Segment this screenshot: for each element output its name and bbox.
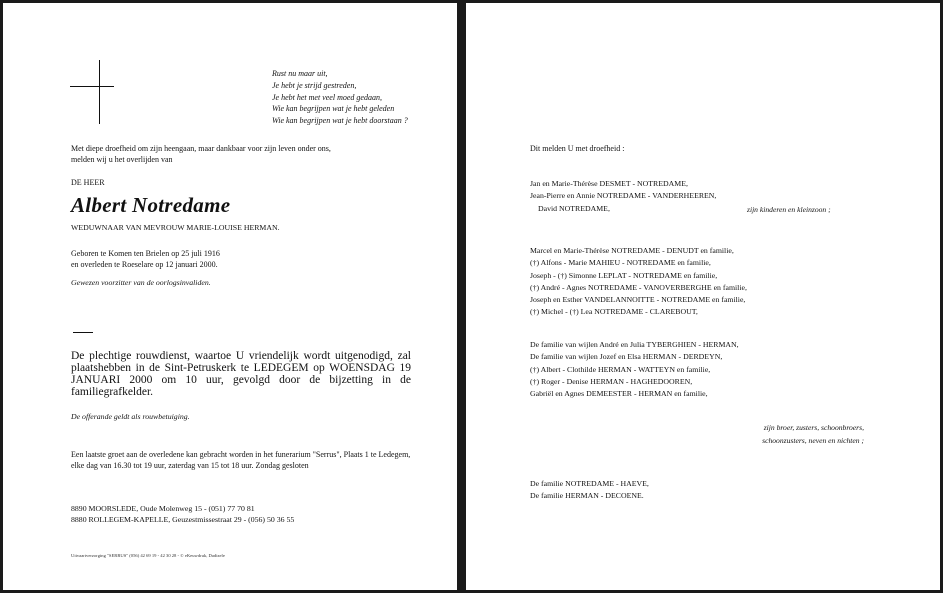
right-page bbox=[466, 3, 940, 590]
poem-line: Wie kan begrijpen wat je hebt doorstaan ? bbox=[272, 116, 408, 126]
family-line: (†) Roger - Denise HERMAN - HAGHEDOOREN, bbox=[530, 376, 693, 386]
family-line: (†) Michel - (†) Lea NOTREDAME - CLAREBOUT, bbox=[530, 307, 698, 317]
family-line: De familie van wijlen Jozef en Elsa HERMAN - DERDEYN, bbox=[530, 352, 723, 362]
poem-line: Je hebt het met veel moed gedaan, bbox=[272, 92, 382, 102]
born-line: Geboren te Komen ten Brielen op 25 juli 1916 bbox=[71, 249, 220, 258]
left-page bbox=[3, 3, 457, 590]
family-line: De familie van wijlen André en Julia TYBERGHIEN - HERMAN, bbox=[530, 340, 739, 349]
other-families-group bbox=[530, 478, 649, 503]
children-note: zijn kinderen en kleinzoon ; bbox=[747, 205, 831, 214]
family-line: Joseph - (†) Simonne LEPLAT - NOTREDAME en familie, bbox=[530, 270, 718, 280]
address-line: 8880 ROLLEGEM-KAPELLE, Geuzestmissestraat 29 - (056) 50 36 55 bbox=[71, 515, 295, 524]
funerarium-text: Een laatste groet aan de overledene kan gebracht worden in het funerarium "Serrus", Plaats 1 te Ledegem, elke dag van 16.30 tot 19 uur, zaterdag van 15 tot 18 uur. Zondag gesloten bbox=[71, 450, 411, 470]
family-intro: Dit melden U met droefheid : bbox=[530, 144, 625, 153]
family-line: De familie HERMAN - DECOENE. bbox=[530, 491, 644, 501]
family-line: Jean-Pierre en Annie NOTREDAME - VANDERHEEREN, bbox=[530, 191, 717, 201]
family-line: Joseph en Esther VANDELANNOITTE - NOTREDAME en familie, bbox=[530, 295, 746, 305]
cross-icon bbox=[99, 60, 100, 124]
intro-line: Met diepe droefheid om zijn heengaan, maar dankbaar voor zijn leven onder ons, bbox=[71, 144, 331, 153]
siblings-note: zijn broer, zusters, schoonbroers, bbox=[763, 423, 864, 432]
family-line: Marcel en Marie-Thérèse NOTREDAME - DENUDT en familie, bbox=[530, 246, 734, 255]
title-label: DE HEER bbox=[71, 178, 105, 187]
addresses bbox=[71, 503, 294, 525]
family-line: Jan en Marie-Thérèse DESMET - NOTREDAME, bbox=[530, 179, 688, 188]
siblings-note: schoonzusters, neven en nichten ; bbox=[762, 436, 864, 445]
children-group bbox=[530, 178, 716, 215]
offering-note: De offerande geldt als rouwbetuiging. bbox=[71, 412, 190, 421]
divider bbox=[73, 332, 93, 333]
deceased-name: Albert Notredame bbox=[71, 193, 231, 217]
poem bbox=[272, 68, 408, 127]
poem-line: Rust nu maar uit, bbox=[272, 69, 328, 78]
printer-credit: Uitvaartverzorging "SERRUS" (056) 42 69 19 - 42 30 28 - © eKeuwdruk, Dadizele bbox=[71, 553, 225, 558]
died-line: en overleden te Roeselare op 12 januari 2000. bbox=[71, 260, 218, 269]
announcement-intro bbox=[71, 143, 331, 165]
family-line: (†) Albert - Clothilde HERMAN - WATTEYN en familie, bbox=[530, 364, 711, 374]
family-line: De familie NOTREDAME - HAEVE, bbox=[530, 479, 649, 488]
poem-line: Wie kan begrijpen wat je hebt geleden bbox=[272, 104, 395, 114]
intro-line: melden wij u het overlijden van bbox=[71, 155, 173, 164]
birth-death-info bbox=[71, 248, 220, 270]
cross-icon-bar bbox=[70, 86, 114, 87]
spouse-line: WEDUWNAAR VAN MEVROUW MARIE-LOUISE HERMAN. bbox=[71, 223, 280, 232]
siblings-notredame-group bbox=[530, 245, 747, 319]
poem-line: Je hebt je strijd gestreden, bbox=[272, 80, 357, 90]
family-line: (†) Alfons - Marie MAHIEU - NOTREDAME en familie, bbox=[530, 258, 711, 268]
family-line: David NOTREDAME, bbox=[538, 203, 610, 213]
herman-family-group bbox=[530, 339, 739, 400]
role-line: Gewezen voorzitter van de oorlogsinvaliden. bbox=[71, 278, 211, 287]
family-line: (†) André - Agnes NOTREDAME - VANOVERBERGHE en familie, bbox=[530, 282, 747, 292]
address-line: 8890 MOORSLEDE, Oude Molenweg 15 - (051) 77 70 81 bbox=[71, 504, 255, 513]
funeral-service-text: De plechtige rouwdienst, waartoe U vriendelijk wordt uitgenodigd, zal plaatshebben in de Sint-Petruskerk te LEDEGEM op WOENSDAG 19 JANUARI 2000 om 10 uur, gevolgd door de bijzetting in de familiegrafkelder. bbox=[71, 350, 411, 398]
family-line: Gabriël en Agnes DEMEESTER - HERMAN en familie, bbox=[530, 389, 708, 399]
